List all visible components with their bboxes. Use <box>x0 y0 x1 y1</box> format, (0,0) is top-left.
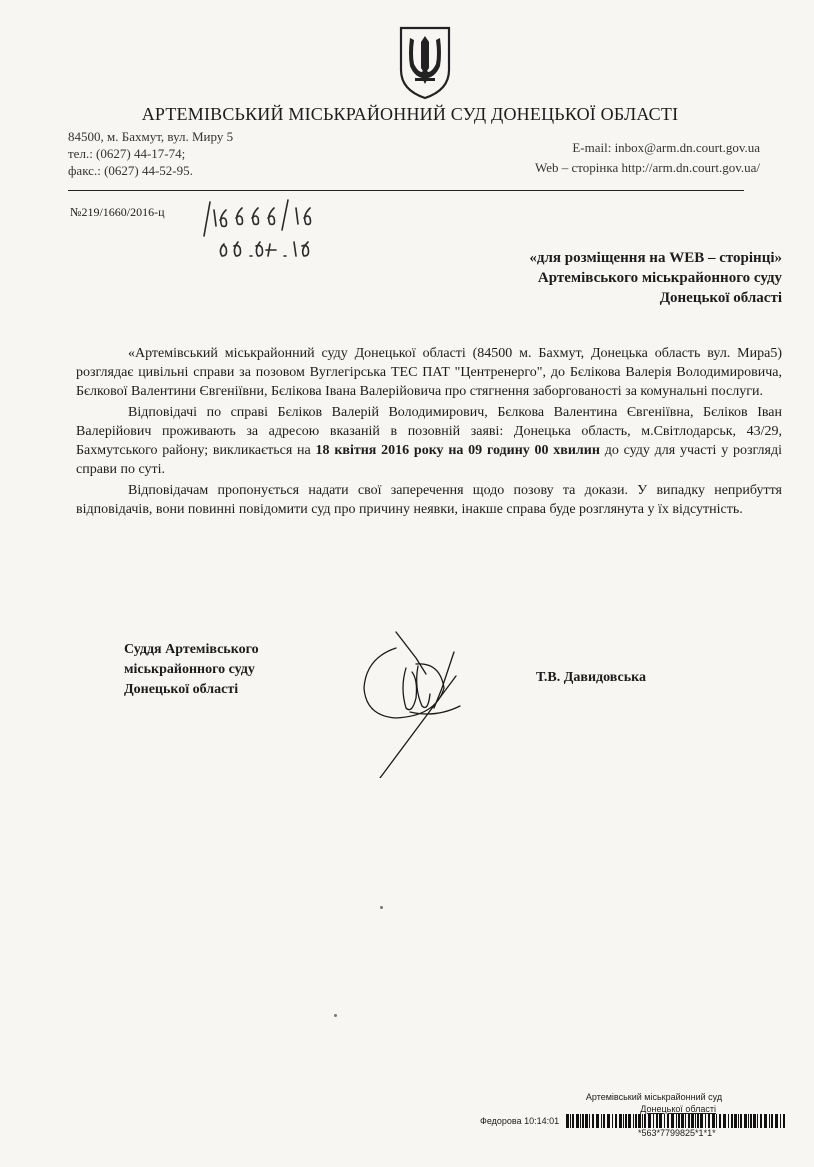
court-phone: тел.: (0627) 44-17-74; <box>68 146 186 161</box>
outgoing-number: №219/1660/2016-ц <box>70 205 165 219</box>
notice-body <box>76 344 782 521</box>
handwritten-registration-mark <box>202 196 342 266</box>
court-contacts <box>470 138 760 178</box>
court-fax: факс.: (0627) 44-52-95. <box>68 163 193 178</box>
stamp-court-line-2: Донецької області <box>640 1104 716 1114</box>
judge-position <box>124 640 259 700</box>
court-address-block <box>68 128 233 179</box>
recipient-block <box>440 248 782 308</box>
recipient-line-2: Артемівського міськрайонного суду <box>537 270 782 286</box>
notice-paragraph-3: Відповідачам пропонується надати свої заперечення щодо позову та докази. У випадку неприбуття відповідачів, вони повинні повідомити суд про причину неявки, інакше справа буде розглянута у їх відсутність. <box>76 483 782 517</box>
judge-name: Т.В. Давидовська <box>536 670 646 685</box>
stamp-court-line-1: Артемівський міськрайонний суд <box>585 1092 723 1102</box>
barcode-icon <box>566 1114 786 1128</box>
paragraph-2-start: Відповідачі по справі Бєліков Валерій Володимирович, Бєлкова Валентина Євгеніївна, Бєліков Іван Валерійович проживають за адресою вказаній в позовній заяві: Донецька область, м.Світлодарськ, 43/29, Бахмутського району; викликається на <box>76 405 782 458</box>
notice-paragraph-1: «Артемівський міськрайонний суду Донецької області (84500 м. Бахмут, Донецька область вул. Мира5) розглядає цивільні справи за позовом Вуглегірська ТЕС ПАТ "Центренерго", до Бєлікова Валерія Володимировича, Бєлкової Валентини Євгеніївни, Бєлікова Івана Валерійовича про стягнення заборгованості за комунальні послуги. <box>76 346 782 399</box>
paragraph-2-end: до суду для участі у розгляді справи по суті. <box>76 443 782 477</box>
scan-speck <box>334 1014 337 1017</box>
notice-paragraph-2 <box>76 403 782 479</box>
recipient-line-3: Донецької області <box>659 290 782 306</box>
court-email: E-mail: inbox@arm.dn.court.gov.ua <box>572 140 760 155</box>
stamp-operator-time: Федорова 10:14:01 <box>480 1116 560 1126</box>
scan-speck <box>380 906 383 909</box>
coat-of-arms-icon <box>396 24 454 100</box>
stamp-code: *563*7799825*1*1* <box>638 1128 716 1138</box>
header-divider <box>68 190 744 191</box>
court-website: Web – сторінка http://arm.dn.court.gov.ua/ <box>534 160 760 175</box>
judge-position-line-1: Суддя Артемівського <box>124 642 259 657</box>
judge-signature <box>356 628 476 778</box>
court-name-heading: АРТЕМІВСЬКИЙ МІСЬКРАЙОННИЙ СУД ДОНЕЦЬКОЇ ОБЛАСТІ <box>141 104 679 124</box>
judge-position-line-2: міськрайонного суду <box>124 662 255 677</box>
court-address: 84500, м. Бахмут, вул. Миру 5 <box>68 129 234 144</box>
hearing-date: 18 квітня 2016 року на 09 годину 00 хвилин <box>315 443 600 458</box>
registration-stamp <box>470 1090 800 1160</box>
recipient-line-1: «для розміщення на WEB – сторінці» <box>529 250 782 266</box>
judge-position-line-3: Донецької області <box>124 682 239 697</box>
